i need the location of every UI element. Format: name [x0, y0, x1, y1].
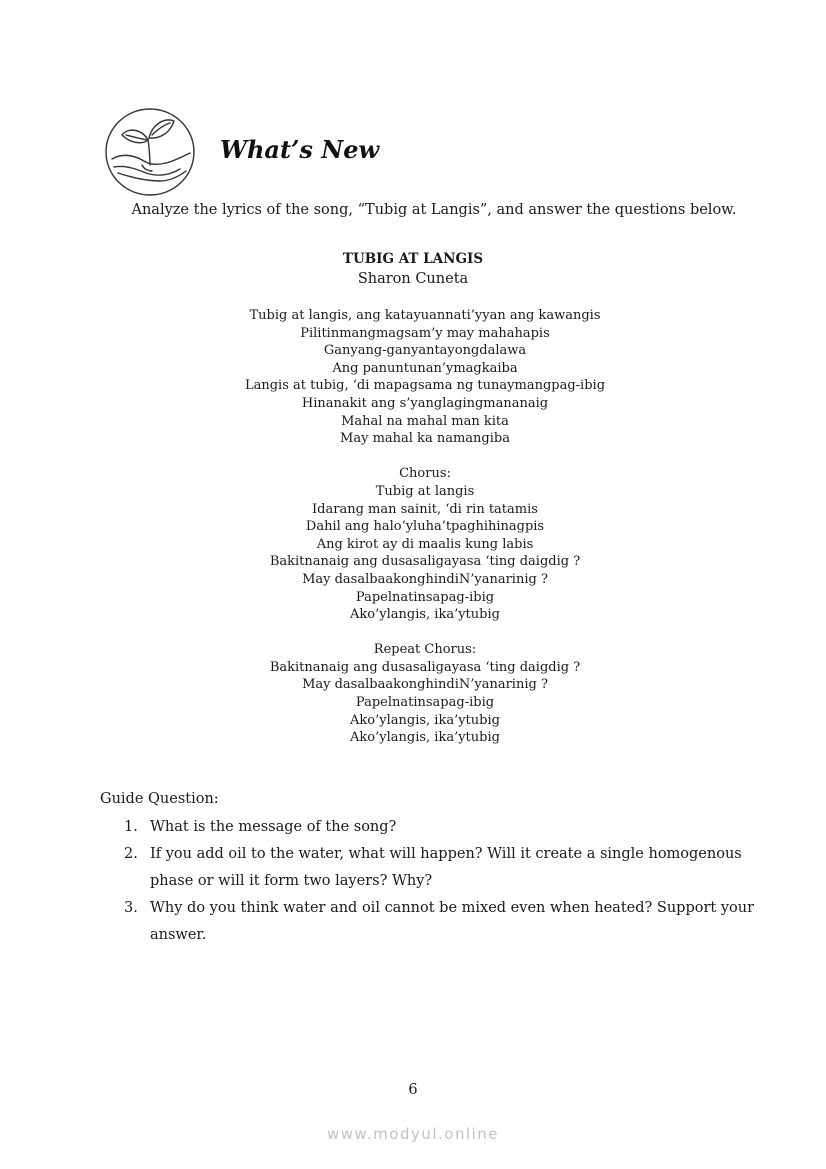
lyric-line: May dasalbaakonghindiN’yanarinig ? — [302, 571, 548, 587]
lyric-line: Bakitnanaig ang dusasaligayasa ‘ting daigdig ? — [269, 554, 581, 570]
lyric-line: Ang panuntunan’ymagkaiba — [332, 360, 518, 376]
question-text: Why do you think water and oil cannot be mixed even when heated? Support your answer. — [150, 900, 755, 943]
question-item — [124, 814, 764, 841]
question-text: If you add oil to the water, what will happen? Will it create a single homogenous phase or will it form two layers? Why? — [150, 846, 742, 889]
song-lyrics — [0, 307, 826, 747]
question-number: 3. — [124, 900, 138, 916]
lyric-line: Hinanakit ang s’yanglagingmananaig — [301, 395, 549, 411]
hand-with-seedling-icon — [104, 107, 196, 197]
guide-question-label: Guide Question: — [100, 791, 219, 807]
lyric-line: Mahal na mahal man kita — [341, 413, 509, 429]
instructions: Analyze the lyrics of the song, “Tubig at Langis”, and answer the questions below. — [131, 202, 737, 218]
song-artist: Sharon Cuneta — [357, 271, 469, 287]
chorus-label: Chorus: — [399, 466, 451, 482]
lyric-line: Dahil ang halo’yluha’tpaghihinagpis — [305, 519, 545, 535]
repeat-chorus-label: Repeat Chorus: — [373, 642, 477, 658]
page-number: 6 — [408, 1082, 418, 1098]
lyric-line: Ako’ylangis, ika’ytubig — [350, 607, 500, 623]
question-number: 1. — [124, 819, 138, 835]
lyric-line: Tubig at langis, ang katayuannati’yyan ang kawangis — [249, 308, 601, 323]
question-text: What is the message of the song? — [150, 819, 397, 835]
lyric-line: Ang kirot ay di maalis kung labis — [316, 536, 534, 552]
lyric-line: Idarang man sainit, ‘di rin tatamis — [312, 501, 538, 517]
lyric-line: May mahal ka namangiba — [340, 431, 510, 447]
lyric-line: Pilitinmangmagsam’y may mahahapis — [300, 325, 550, 341]
lyric-line: Langis at tubig, ‘di mapagsama ng tunaymangpag-ibig — [244, 378, 606, 394]
question-item — [124, 841, 764, 895]
song-title: TUBIG AT LANGIS — [342, 251, 484, 267]
lyric-line: May dasalbaakonghindiN’yanarinig ? — [302, 677, 548, 693]
lyric-line: Ganyang-ganyantayongdalawa — [323, 343, 527, 359]
guide-question-list — [124, 814, 764, 949]
lyric-line: Papelnatinsapag-ibig — [355, 589, 495, 605]
lyric-line: Ako’ylangis, ika’ytubig — [350, 712, 500, 728]
section-title: What’s New — [220, 135, 380, 164]
watermark: www.modyul.online — [326, 1125, 500, 1143]
lyric-line: Ako’ylangis, ika’ytubig — [350, 730, 500, 746]
lyric-line: Bakitnanaig ang dusasaligayasa ‘ting daigdig ? — [269, 659, 581, 675]
question-number: 2. — [124, 846, 138, 862]
question-item — [124, 895, 764, 949]
lyric-line: Papelnatinsapag-ibig — [355, 695, 495, 711]
lyric-line: Tubig at langis — [375, 483, 475, 499]
